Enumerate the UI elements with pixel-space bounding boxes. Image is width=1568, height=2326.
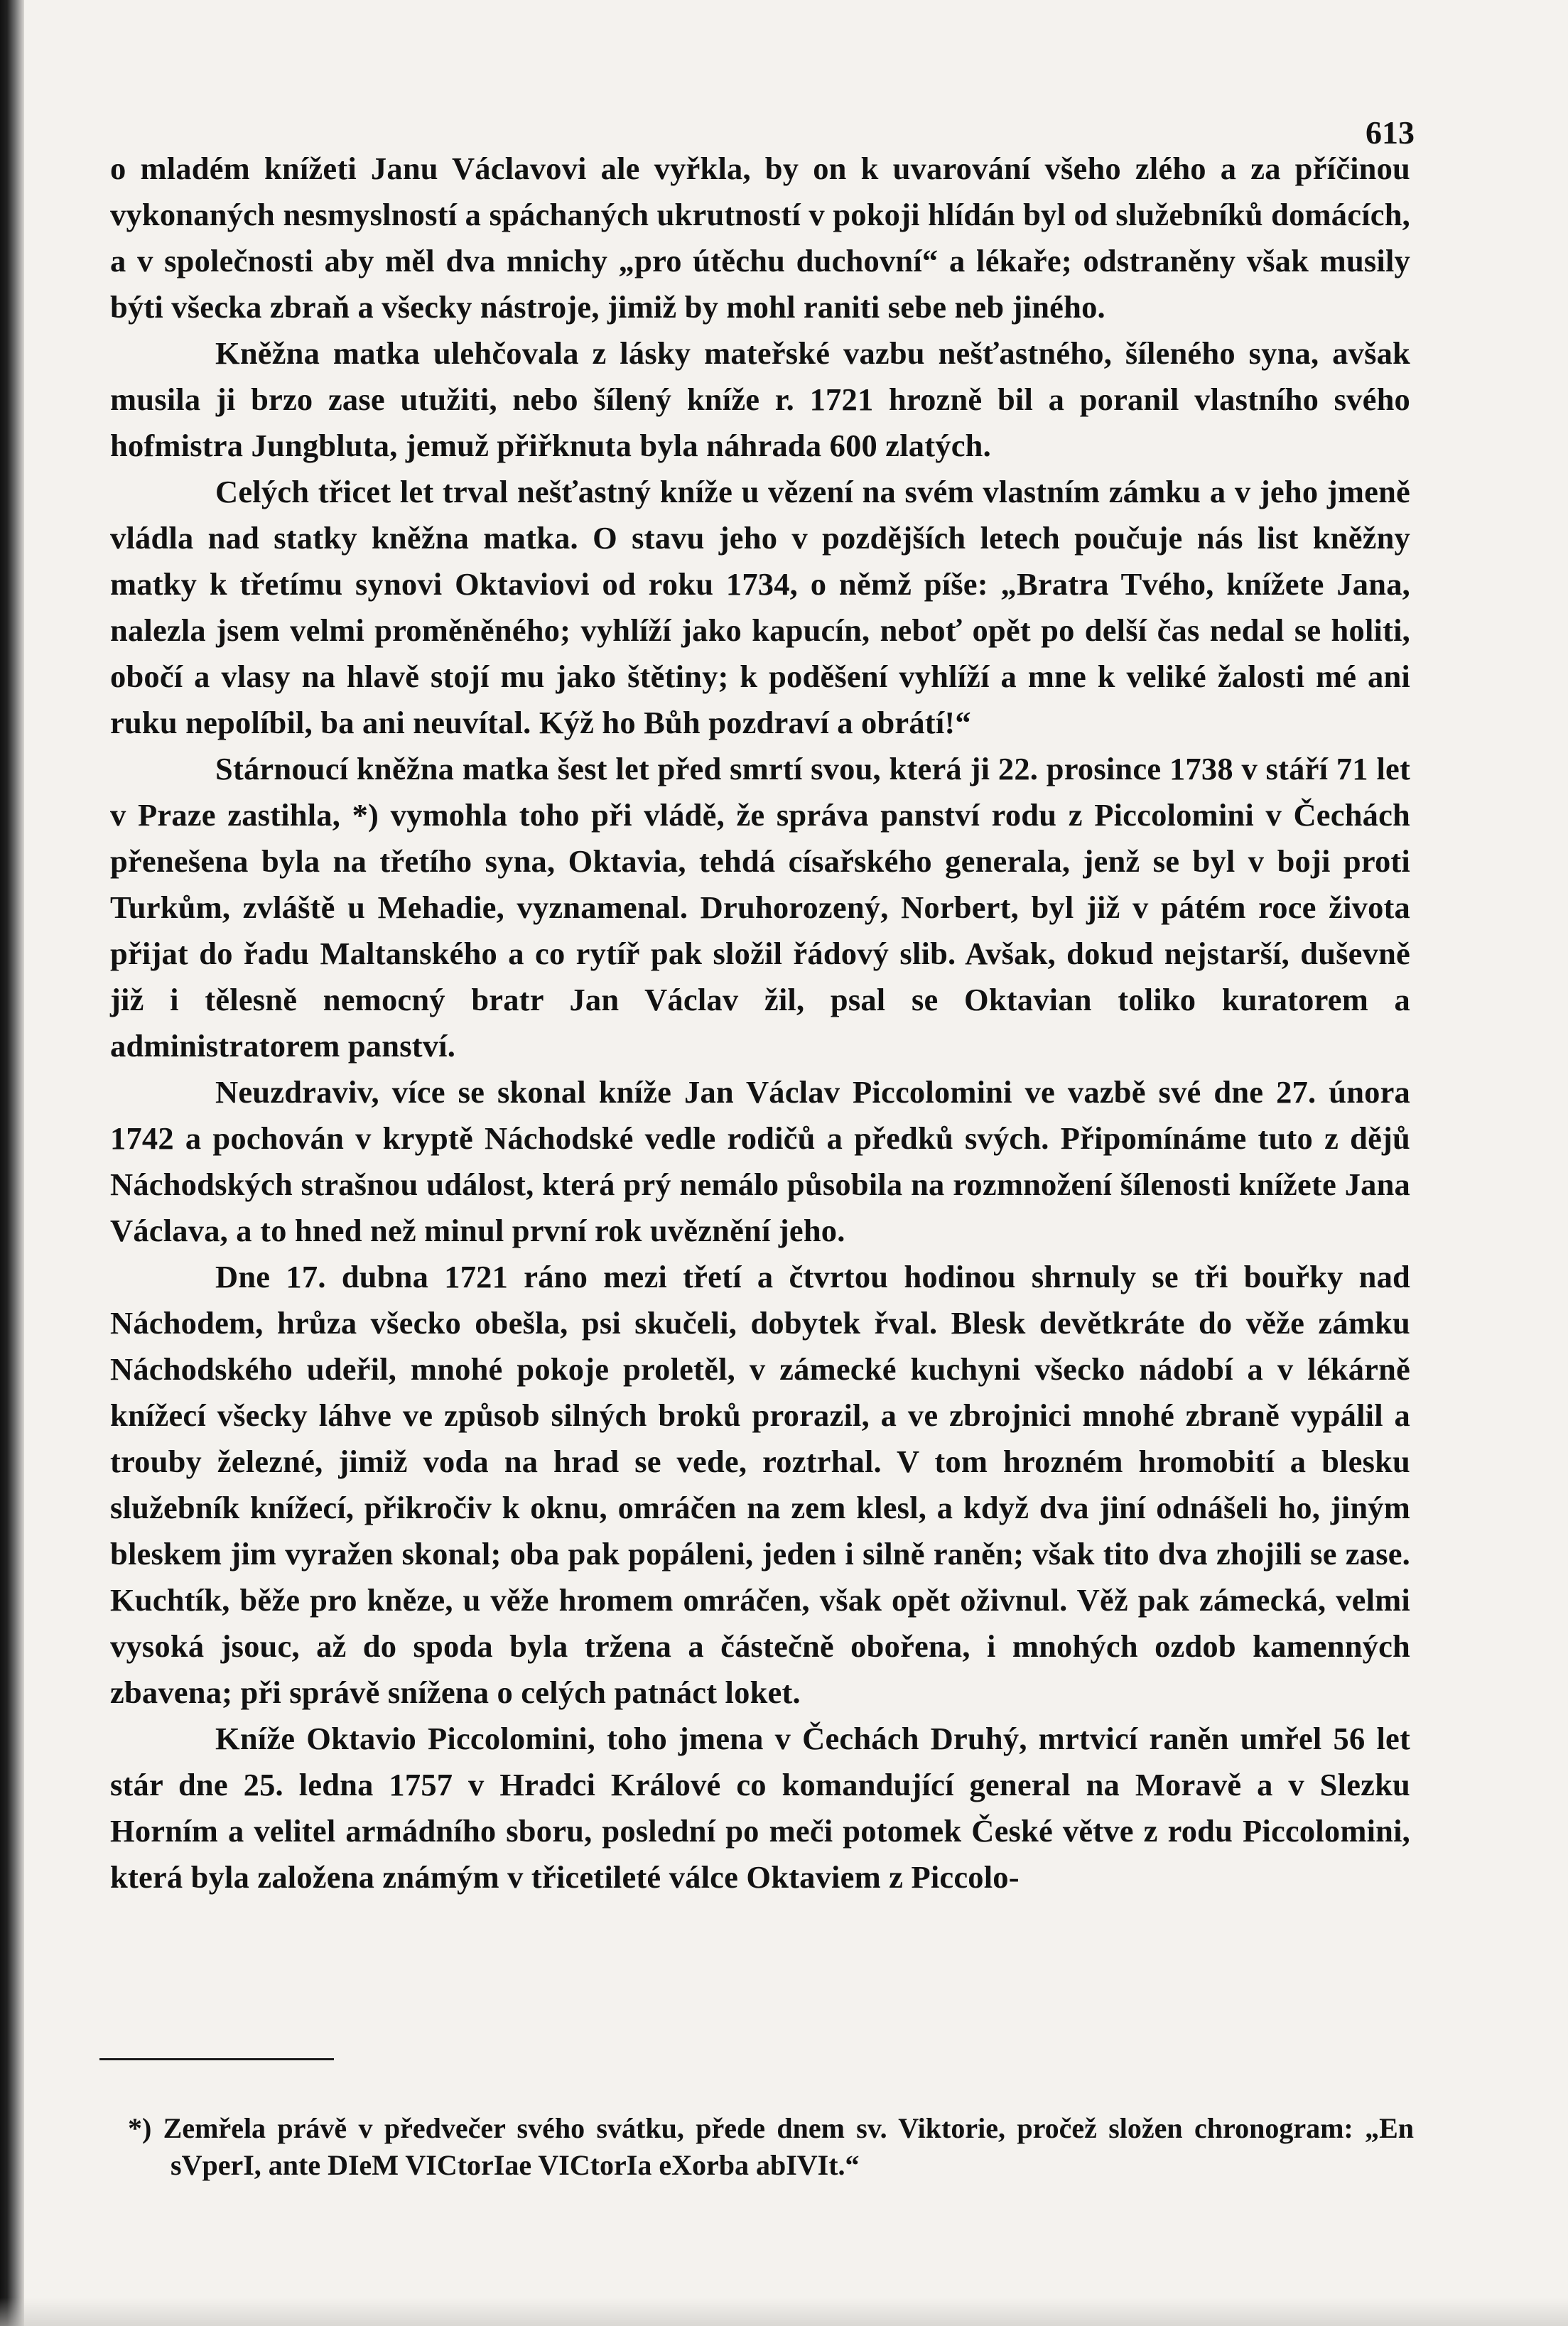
paragraph-4: Stárnoucí kněžna matka šest let před smrtí svou, která ji 22. prosince 1738 v stáří 71 let v Praze zastihla, *) vymohla toho při vládě, že správa panství rodu z Piccolomini v Čechách přenešena byla na třetího syna, Oktavia, tehdá císařského generala, jenž se byl v boji proti Turkům, zvláště u Mehadie, vyznamenal. Druhorozený, Norbert, byl již v pátém roce života přijat do řadu Maltanského a co rytíř pak složil řádový slib. Avšak, dokud nejstarší, duševně již i tělesně nemocný bratr Jan Václav žil, psal se Oktavian toliko kuratorem a administratorem panství. — [110, 751, 1410, 1064]
paragraph-3: Celých třicet let trval nešťastný kníže u vězení na svém vlastním zámku a v jeho jmeně vládla nad statky kněžna matka. O stavu jeho v pozdějších letech poučuje nás list kněžny matky k třetímu synovi Oktaviovi od roku 1734, o němž píše: „Bratra Tvého, knížete Jana, nalezla jsem velmi proměněného; vyhlíží jako kapucín, neboť opět po delší čas nedal se holiti, obočí a vlasy na hlavě stojí mu jako štětiny; k poděšení vyhlíží a mne k veliké žalosti mé ani ruku nepolíbil, ba ani neuvítal. Kýž ho Bůh pozdraví a obrátí!“ — [110, 474, 1410, 740]
footnote-divider — [99, 2058, 334, 2060]
paragraph-7: Kníže Oktavio Piccolomini, toho jmena v Čechách Druhý, mrtvicí raněn umřel 56 let stár dne 25. ledna 1757 v Hradci Králové co komandující general na Moravě a v Slezku Horním a velitel armádního sboru, poslední po meči potomek České větve z rodu Piccolomini, která byla založena známým v třicetileté válce Oktaviem z Piccolo- — [110, 1721, 1410, 1895]
page-binding-edge — [0, 0, 24, 2326]
paragraph-5: Neuzdraviv, více se skonal kníže Jan Václav Piccolomini ve vazbě své dne 27. února 1742 a pochován v kryptě Náchodské vedle rodičů a předků svých. Připomínáme tuto z dějů Náchodských strašnou událost, která prý nemálo působila na rozmnožení šílenosti knížete Jana Václava, a to hned než minul první rok uvěznění jeho. — [110, 1074, 1410, 1248]
paragraph-2: Kněžna matka ulehčovala z lásky mateřské vazbu nešťastného, šíleného syna, avšak musila ji brzo zase utužiti, nebo šílený kníže r. 1721 hrozně bil a poranil vlastního svého hofmistra Jungbluta, jemuž přiřknuta byla náhrada 600 zlatých. — [110, 335, 1410, 463]
footnote: *) Zemřela právě v předvečer svého svátku, přede dnem sv. Viktorie, pročež složen chronogram: „En sVperI, ante DIeM VICtorIae VICtorIa eXorba abIVIt.“ — [128, 2112, 1414, 2181]
page-number: 613 — [1366, 114, 1415, 151]
page-bottom-shadow — [0, 2298, 1568, 2326]
body-text — [110, 146, 1410, 1900]
paragraph-6: Dne 17. dubna 1721 ráno mezi třetí a čtvrtou hodinou shrnuly se tři bouřky nad Náchodem, hrůza všecko obešla, psi skučeli, dobytek řval. Blesk devětkráte do věže zámku Náchodského udeřil, mnohé pokoje proletěl, v zámecké kuchyni všecko nádobí a v lékárně knížecí všecky láhve ve způsob silných broků prorazil, a ve zbrojnici mnohé zbraně vypálil a trouby železné, jimiž voda na hrad se vede, roztrhal. V tom hrozném hromobití a blesku služebník knížecí, přikročiv k oknu, omráčen na zem klesl, a když dva jiní odnášeli ho, jiným bleskem jim vyražen skonal; oba pak popáleni, jeden i silně raněn; však tito dva zhojili se zase. Kuchtík, běže pro kněze, u věže hromem omráčen, však opět oživnul. Věž pak zámecká, velmi vysoká jsouc, až do spoda byla tržena a částečně obořena, i mnohých ozdob kamenných zbavena; při správě snížena o celých patnáct loket. — [110, 1259, 1410, 1710]
paragraph-1: o mladém knížeti Janu Václavovi ale vyřkla, by on k uvarování všeho zlého a za příčinou vykonaných nesmyslností a spáchaných ukrutností v pokoji hlídán byl od služebníků domácích, a v společnosti aby měl dva mnichy „pro útěchu duchovní“ a lékaře; odstraněny však musily býti všecka zbraň a všecky nástroje, jimiž by mohl raniti sebe neb jiného. — [110, 151, 1410, 325]
